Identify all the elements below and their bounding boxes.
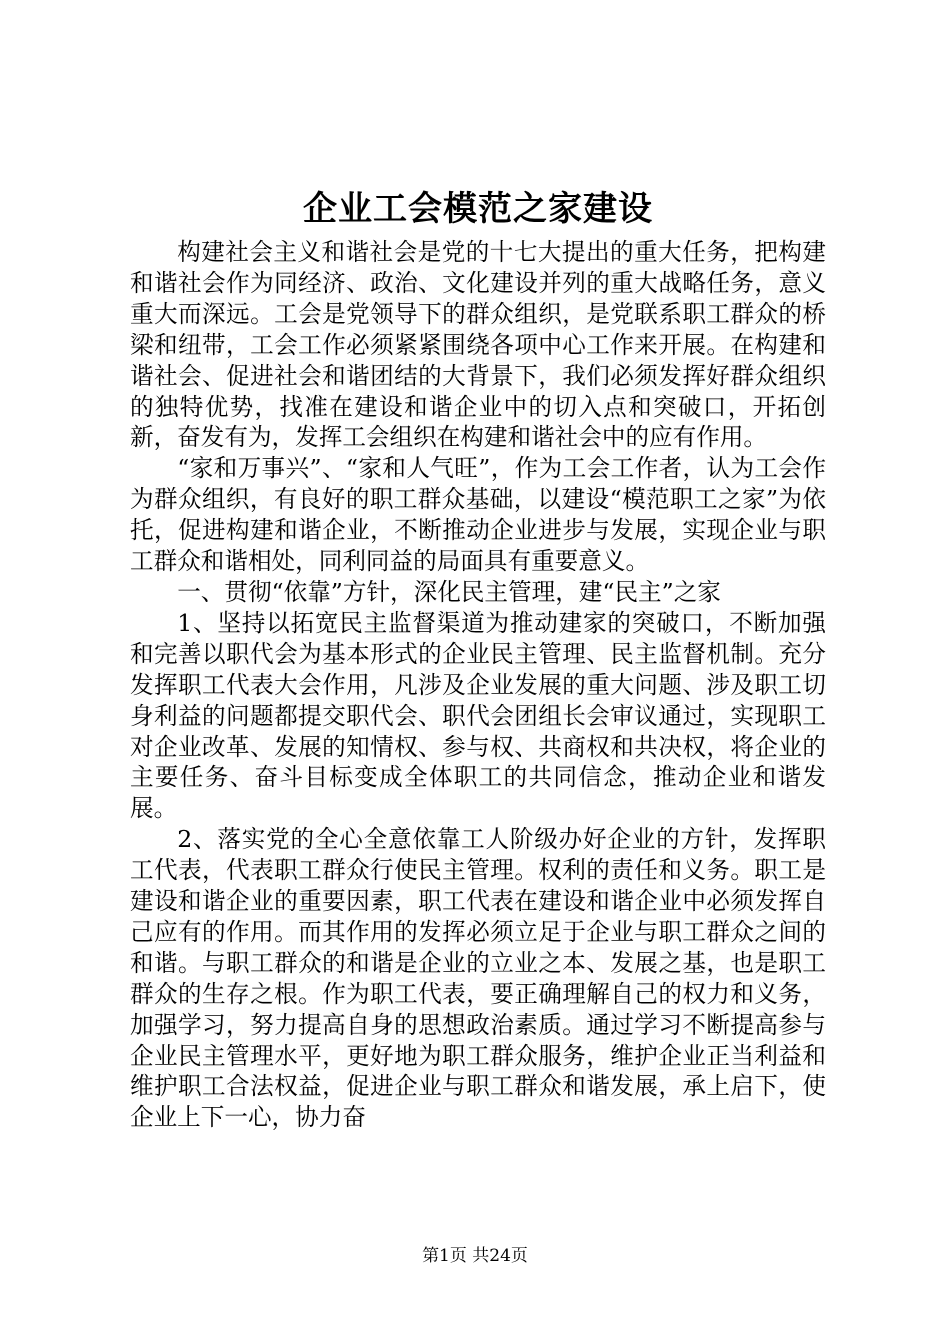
paragraph-item-2: 2、落实党的全心全意依靠工人阶级办好企业的方针，发挥职工代表，代表职工群众行使民主管理。权利的责任和义务。职工是建设和谐企业的重要因素，职工代表在建设和谐企业中必须发挥自己应有的作用。而其作用的发挥必须立足于企业与职工群众之间的和谐。与职工群众的和谐是企业的立业之本、发展之基，也是职工群众的生存之根。作为职工代表，要正确理解自己的权力和义务，加强学习，努力提高自身的思想政治素质。通过学习不断提高参与企业民主管理水平，更好地为职工群众服务，维护企业正当利益和维护职工合法权益，促进企业与职工群众和谐发展，承上启下，使企业上下一心，协力奋 [130,825,826,1132]
paragraph-home-harmony: “家和万事兴”、“家和人气旺”，作为工会工作者，认为工会作为群众组织，有良好的职工群众基础，以建设“模范职工之家”为依托，促进构建和谐企业，不断推动企业进步与发展，实现企业与职工群众和谐相处，同利同益的局面具有重要意义。 [130,454,826,576]
section-heading-1: 一、贯彻“依靠”方针，深化民主管理，建“民主”之家 [177,577,721,606]
paragraph-item-1: 1、坚持以拓宽民主监督渠道为推动建家的突破口，不断加强和完善以职代会为基本形式的企业民主管理、民主监督机制。充分发挥职工代表大会作用，凡涉及企业发展的重大问题、涉及职工切身利益的问题都提交职代会、职代会团组长会审议通过，实现职工对企业改革、发展的知情权、参与权、共商权和共决权，将企业的主要任务、奋斗目标变成全体职工的共同信念，推动企业和谐发展。 [130,608,826,823]
page-footer: 第1页 共24页 [422,1246,528,1266]
document-title: 企业工会模范之家建设 [303,189,653,229]
paragraph-intro: 构建社会主义和谐社会是党的十七大提出的重大任务，把构建和谐社会作为同经济、政治、文化建设并列的重大战略任务，意义重大而深远。工会是党领导下的群众组织，是党联系职工群众的桥梁和纽带，工会工作必须紧紧围绕各项中心工作来开展。在构建和谐社会、促进社会和谐团结的大背景下，我们必须发挥好群众组织的独特优势，找准在建设和谐企业中的切入点和突破口，开拓创新，奋发有为，发挥工会组织在构建和谐社会中的应有作用。 [130,238,826,452]
document-page [130,185,826,1133]
